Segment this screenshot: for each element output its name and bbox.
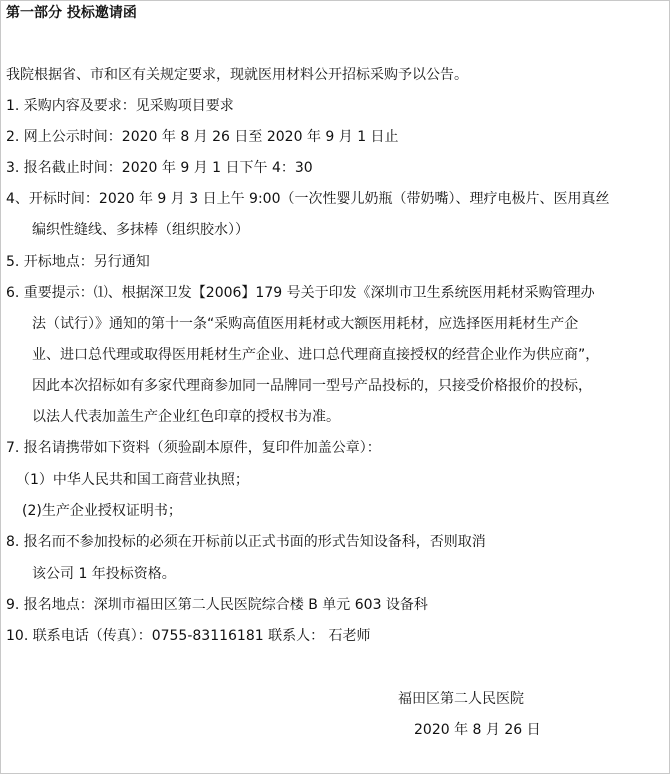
item-7-sub-1: （1）中华人民共和国工商营业执照； bbox=[16, 472, 249, 488]
item-4-line-2: 编织性缝线、多抹棒（组织胶水）） bbox=[32, 222, 249, 238]
item-7-sub-2: (2)生产企业授权证明书； bbox=[22, 503, 182, 519]
item-4-line-1: 4、开标时间：2020 年 9 月 3 日上午 9:00（一次性婴儿奶瓶（带奶嘴）、理疗电极片、医用真丝 bbox=[6, 191, 610, 207]
item-6-line-2: 法（试行）》通知的第十一条“采购高值医用耗材或大额医用耗材，应选择医用耗材生产企 bbox=[32, 316, 579, 332]
item-3: 3. 报名截止时间：2020 年 9 月 1 日下午 4：30 bbox=[6, 160, 313, 176]
item-10: 10. 联系电话（传真）：0755-83116181 联系人： 石老师 bbox=[6, 628, 371, 644]
item-9: 9. 报名地点：深圳市福田区第二人民医院综合楼 B 单元 603 设备科 bbox=[6, 597, 428, 613]
item-1: 1. 采购内容及要求：见采购项目要求 bbox=[6, 98, 234, 114]
signature-organization: 福田区第二人民医院 bbox=[398, 691, 524, 707]
item-8-line-2: 该公司 1 年投标资格。 bbox=[32, 566, 176, 582]
item-6-line-3: 业、进口总代理或取得医用耗材生产企业、进口总代理商直接授权的经营企业作为供应商”， bbox=[32, 347, 600, 363]
item-5: 5. 开标地点：另行通知 bbox=[6, 254, 150, 270]
signature-date: 2020 年 8 月 26 日 bbox=[414, 722, 541, 738]
item-7: 7. 报名请携带如下资料（须验副本原件，复印件加盖公章）： bbox=[6, 440, 381, 456]
intro-paragraph: 我院根据省、市和区有关规定要求，现就医用材料公开招标采购予以公告。 bbox=[6, 67, 468, 83]
item-2: 2. 网上公示时间：2020 年 8 月 26 日至 2020 年 9 月 1 日止 bbox=[6, 129, 399, 145]
item-6-line-4: 因此本次招标如有多家代理商参加同一品牌同一型号产品投标的，只接受价格报价的投标， bbox=[32, 378, 592, 394]
item-8-line-1: 8. 报名而不参加投标的必须在开标前以正式书面的形式告知设备科，否则取消 bbox=[6, 534, 486, 550]
item-6-line-5: 以法人代表加盖生产企业红色印章的授权书为准。 bbox=[32, 409, 340, 425]
item-6-line-1: 6. 重要提示：⑴、根据深卫发【2006】179 号关于印发《深圳市卫生系统医用耗材采购管理办 bbox=[6, 285, 595, 301]
section-title: 第一部分 投标邀请函 bbox=[6, 5, 137, 21]
